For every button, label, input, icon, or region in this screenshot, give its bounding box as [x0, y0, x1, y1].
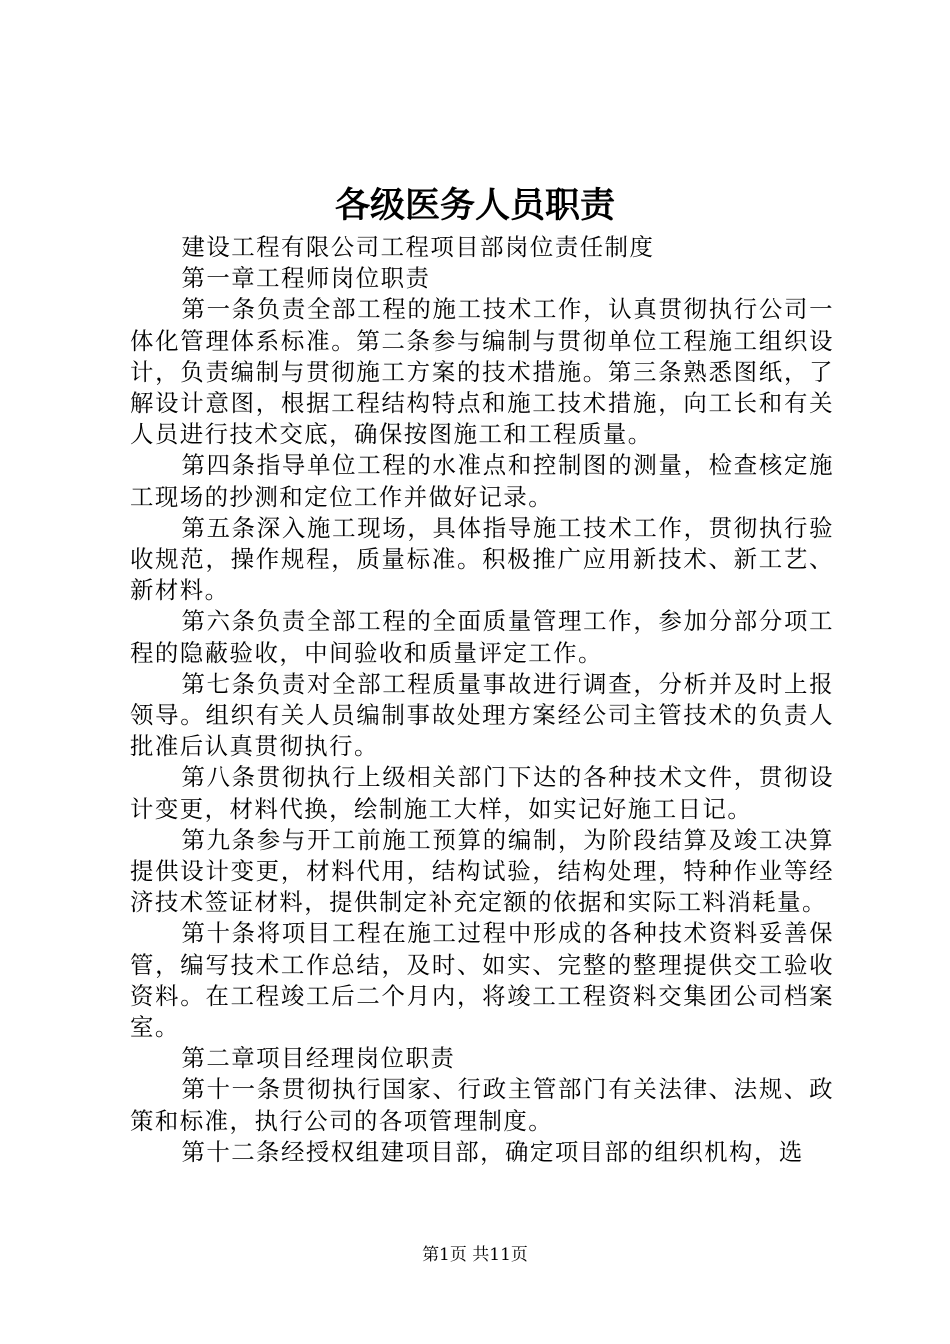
chapter-heading-engineer: 第一章工程师岗位职责	[181, 264, 431, 293]
paragraph-article-10: 第十条将项目工程在施工过程中形成的各种技术资料妥善保管，编写技术工作总结，及时、如实、完整的整理提供交工验收资料。在工程竣工后二个月内，将竣工工程资料交集团公司档案室。	[130, 919, 834, 1042]
paragraph-article-9: 第九条参与开工前施工预算的编制，为阶段结算及竣工决算提供设计变更，材料代用，结构试验，结构处理，特种作业等经济技术签证材料，提供制定补充定额的依据和实际工料消耗量。	[130, 825, 834, 917]
paragraph-article-7: 第七条负责对全部工程质量事故进行调查，分析并及时上报领导。组织有关人员编制事故处理方案经公司主管技术的负责人批准后认真贯彻执行。	[130, 669, 834, 761]
paragraph-article-11: 第十一条贯彻执行国家、行政主管部门有关法律、法规、政策和标准，执行公司的各项管理制度。	[130, 1075, 834, 1135]
paragraph-article-5: 第五条深入施工现场，具体指导施工技术工作，贯彻执行验收规范，操作规程，质量标准。积极推广应用新技术、新工艺、新材料。	[130, 513, 834, 605]
paragraph-article-6: 第六条负责全部工程的全面质量管理工作，参加分部分项工程的隐蔽验收，中间验收和质量评定工作。	[130, 607, 834, 667]
paragraph-article-8: 第八条贯彻执行上级相关部门下达的各种技术文件，贯彻设计变更，材料代换，绘制施工大样，如实记好施工日记。	[130, 763, 834, 823]
document-title: 各级医务人员职责	[334, 185, 615, 226]
document-body	[130, 232, 834, 1168]
paragraph-article-12: 第十二条经授权组建项目部，确定项目部的组织机构，选	[181, 1137, 804, 1166]
paragraph-article-4: 第四条指导单位工程的水准点和控制图的测量，检查核定施工现场的抄测和定位工作并做好记录。	[130, 451, 834, 511]
paragraph-company-regulation: 建设工程有限公司工程项目部岗位责任制度	[181, 233, 655, 261]
page-number-footer: 第1页 共11页	[422, 1245, 528, 1265]
chapter-heading-project-manager: 第二章项目经理岗位职责	[181, 1044, 456, 1073]
paragraph-article-1-3: 第一条负责全部工程的施工技术工作，认真贯彻执行公司一体化管理体系标准。第二条参与编制与贯彻单位工程施工组织设计，负责编制与贯彻施工方案的技术措施。第三条熟悉图纸，了解设计意图，根据工程结构特点和施工技术措施，向工长和有关人员进行技术交底，确保按图施工和工程质量。	[130, 295, 834, 449]
